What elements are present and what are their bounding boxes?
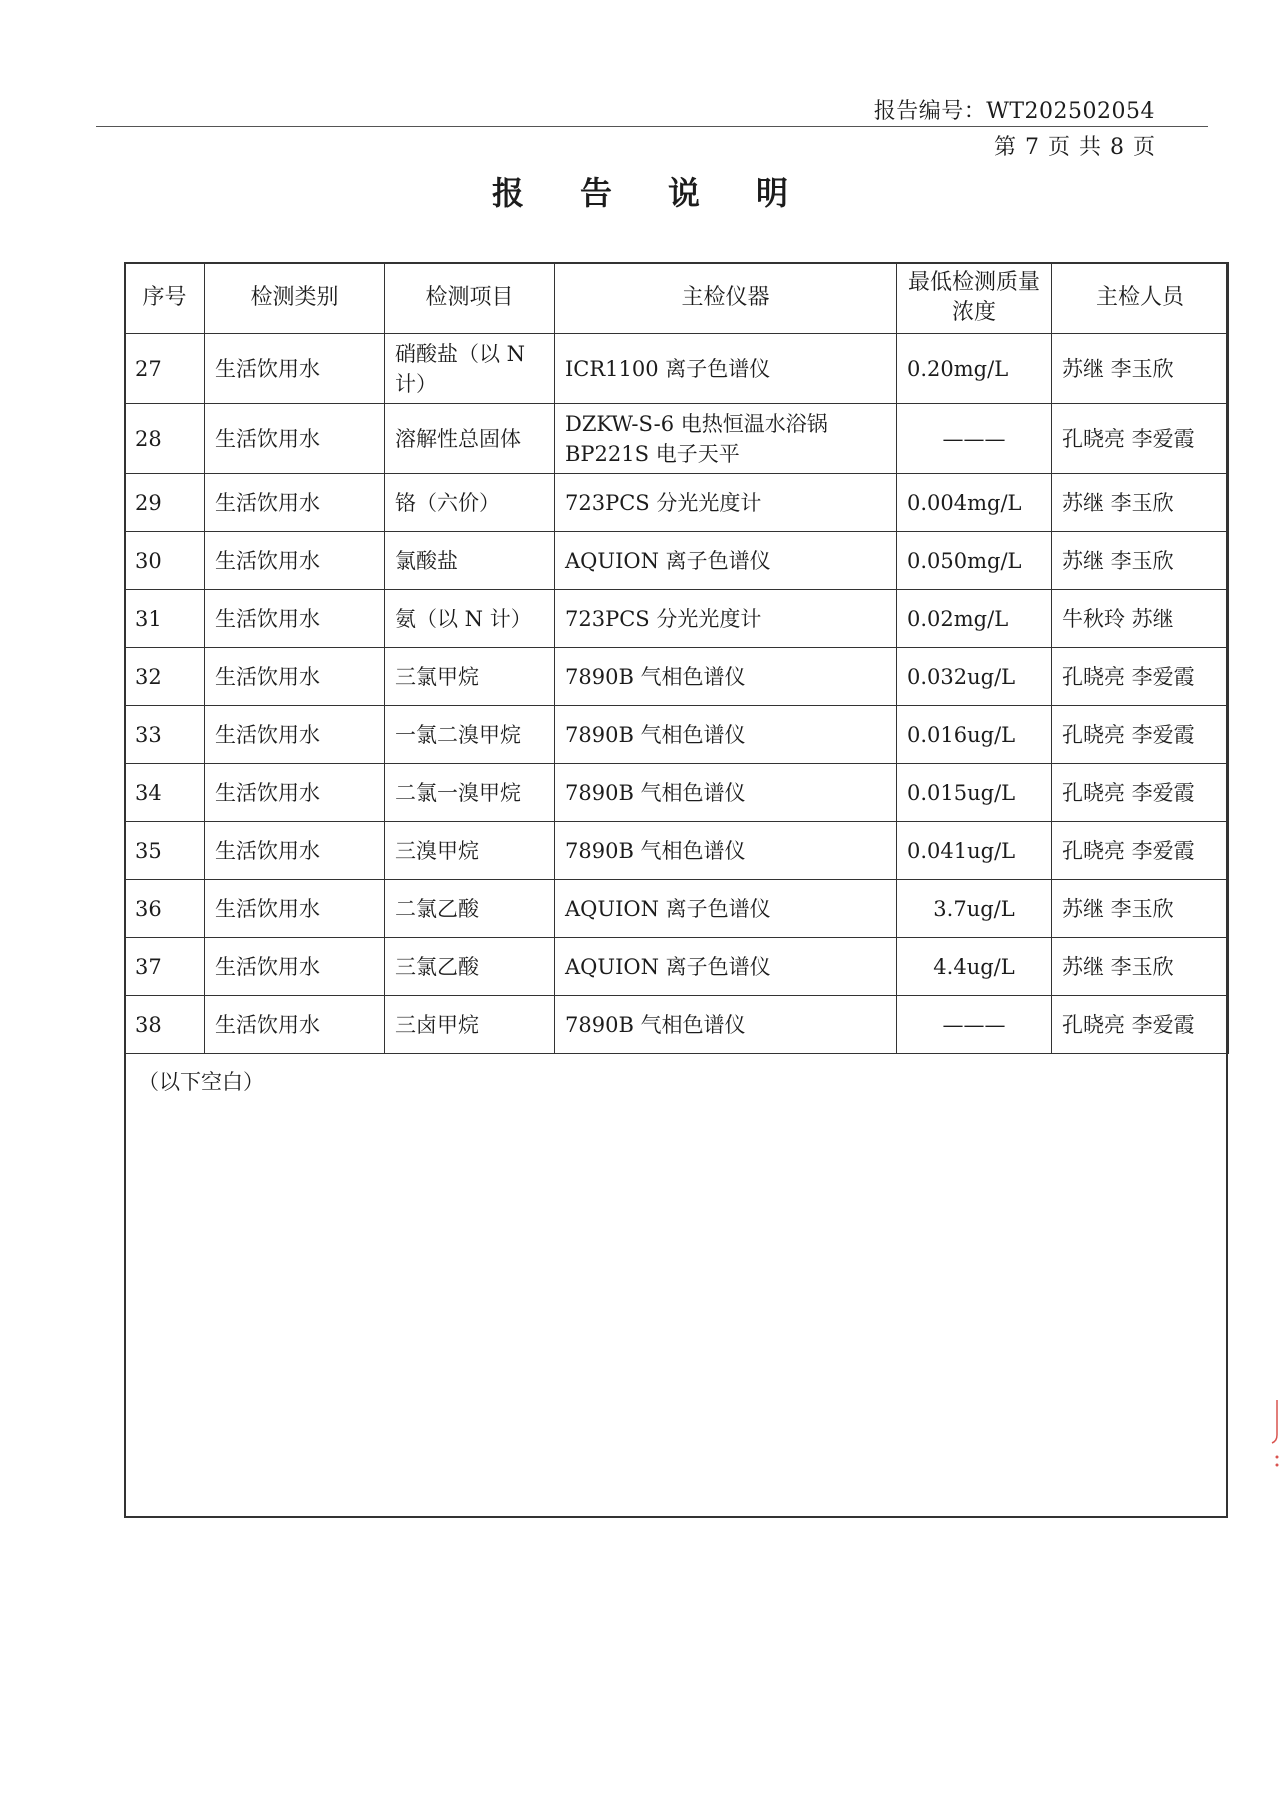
page-number: 第 7 页 共 8 页 [994, 135, 1155, 160]
table-row [125, 822, 1229, 880]
cell-min-concentration: 0.20mg/L [897, 334, 1052, 404]
cell-number: 34 [125, 764, 205, 822]
table-row [125, 532, 1229, 590]
page-title: 报告说明 [491, 174, 844, 212]
table-row [125, 764, 1229, 822]
column-header-no: 序号 [125, 263, 205, 334]
cell-min-concentration: 0.041ug/L [897, 822, 1052, 880]
cell-number: 31 [125, 590, 205, 648]
cell-category: 生活饮用水 [205, 532, 385, 590]
cell-inspectors: 苏继 李玉欣 [1052, 474, 1229, 532]
cell-inspectors: 苏继 李玉欣 [1052, 880, 1229, 938]
cell-category: 生活饮用水 [205, 764, 385, 822]
cell-item: 硝酸盐（以 N 计） [385, 334, 555, 404]
cell-category: 生活饮用水 [205, 996, 385, 1054]
cell-min-concentration: ——— [897, 404, 1052, 474]
table-row [125, 706, 1229, 764]
cell-item: 一氯二溴甲烷 [385, 706, 555, 764]
cell-category: 生活饮用水 [205, 474, 385, 532]
cell-category: 生活饮用水 [205, 880, 385, 938]
cell-item: 氨（以 N 计） [385, 590, 555, 648]
cell-instrument: ICR1100 离子色谱仪 [555, 334, 897, 404]
table-row [125, 590, 1229, 648]
header-rule [96, 126, 1208, 127]
cell-number: 30 [125, 532, 205, 590]
blank-below-note: （以下空白） [138, 1070, 264, 1094]
cell-item: 三卤甲烷 [385, 996, 555, 1054]
cell-category: 生活饮用水 [205, 404, 385, 474]
cell-category: 生活饮用水 [205, 822, 385, 880]
column-header-min-concentration: 最低检测质量浓度 [897, 263, 1052, 334]
cell-inspectors: 孔晓亮 李爱霞 [1052, 996, 1229, 1054]
cell-item: 铬（六价） [385, 474, 555, 532]
cell-min-concentration: ——— [897, 996, 1052, 1054]
cell-instrument: AQUION 离子色谱仪 [555, 532, 897, 590]
cell-inspectors: 孔晓亮 李爱霞 [1052, 706, 1229, 764]
cell-min-concentration: 0.004mg/L [897, 474, 1052, 532]
cell-number: 38 [125, 996, 205, 1054]
cell-inspectors: 苏继 李玉欣 [1052, 334, 1229, 404]
cell-instrument: 7890B 气相色谱仪 [555, 996, 897, 1054]
cell-instrument: 723PCS 分光光度计 [555, 590, 897, 648]
cell-min-concentration: 0.016ug/L [897, 706, 1052, 764]
cell-instrument: 7890B 气相色谱仪 [555, 648, 897, 706]
cell-instrument: 7890B 气相色谱仪 [555, 822, 897, 880]
cell-inspectors: 孔晓亮 李爱霞 [1052, 404, 1229, 474]
table-header-row [125, 263, 1229, 334]
column-header-item: 检测项目 [385, 263, 555, 334]
cell-number: 29 [125, 474, 205, 532]
cell-category: 生活饮用水 [205, 334, 385, 404]
cell-number: 33 [125, 706, 205, 764]
cell-min-concentration: 3.7ug/L [897, 880, 1052, 938]
cell-item: 二氯一溴甲烷 [385, 764, 555, 822]
cell-item: 三氯甲烷 [385, 648, 555, 706]
cell-min-concentration: 4.4ug/L [897, 938, 1052, 996]
cell-number: 28 [125, 404, 205, 474]
cell-item: 三溴甲烷 [385, 822, 555, 880]
cell-category: 生活饮用水 [205, 938, 385, 996]
inspection-table [124, 262, 1229, 1054]
cell-instrument: 723PCS 分光光度计 [555, 474, 897, 532]
cell-number: 27 [125, 334, 205, 404]
cell-inspectors: 孔晓亮 李爱霞 [1052, 648, 1229, 706]
table-row [125, 938, 1229, 996]
cell-item: 三氯乙酸 [385, 938, 555, 996]
cell-inspectors: 牛秋玲 苏继 [1052, 590, 1229, 648]
report-number: 报告编号：WT202502054 [873, 99, 1155, 124]
cell-item: 溶解性总固体 [385, 404, 555, 474]
cell-category: 生活饮用水 [205, 706, 385, 764]
cell-item: 氯酸盐 [385, 532, 555, 590]
table-row [125, 404, 1229, 474]
column-header-inspectors: 主检人员 [1052, 263, 1229, 334]
table-row [125, 996, 1229, 1054]
table-row [125, 648, 1229, 706]
cell-number: 36 [125, 880, 205, 938]
column-header-category: 检测类别 [205, 263, 385, 334]
cell-number: 32 [125, 648, 205, 706]
cell-inspectors: 苏继 李玉欣 [1052, 938, 1229, 996]
cell-number: 35 [125, 822, 205, 880]
cell-category: 生活饮用水 [205, 648, 385, 706]
cell-min-concentration: 0.032ug/L [897, 648, 1052, 706]
table-row [125, 880, 1229, 938]
cell-instrument: 7890B 气相色谱仪 [555, 764, 897, 822]
column-header-instrument: 主检仪器 [555, 263, 897, 334]
cell-item: 二氯乙酸 [385, 880, 555, 938]
cell-instrument: AQUION 离子色谱仪 [555, 938, 897, 996]
cell-instrument: DZKW-S-6 电热恒温水浴锅 BP221S 电子天平 [555, 404, 897, 474]
table-row [125, 334, 1229, 404]
cell-inspectors: 苏继 李玉欣 [1052, 532, 1229, 590]
cell-inspectors: 孔晓亮 李爱霞 [1052, 822, 1229, 880]
cell-instrument: 7890B 气相色谱仪 [555, 706, 897, 764]
table-row [125, 474, 1229, 532]
cell-inspectors: 孔晓亮 李爱霞 [1052, 764, 1229, 822]
cell-min-concentration: 0.015ug/L [897, 764, 1052, 822]
cell-min-concentration: 0.02mg/L [897, 590, 1052, 648]
cell-instrument: AQUION 离子色谱仪 [555, 880, 897, 938]
seal-stamp-edge [1268, 1395, 1280, 1475]
cell-number: 37 [125, 938, 205, 996]
cell-min-concentration: 0.050mg/L [897, 532, 1052, 590]
cell-category: 生活饮用水 [205, 590, 385, 648]
